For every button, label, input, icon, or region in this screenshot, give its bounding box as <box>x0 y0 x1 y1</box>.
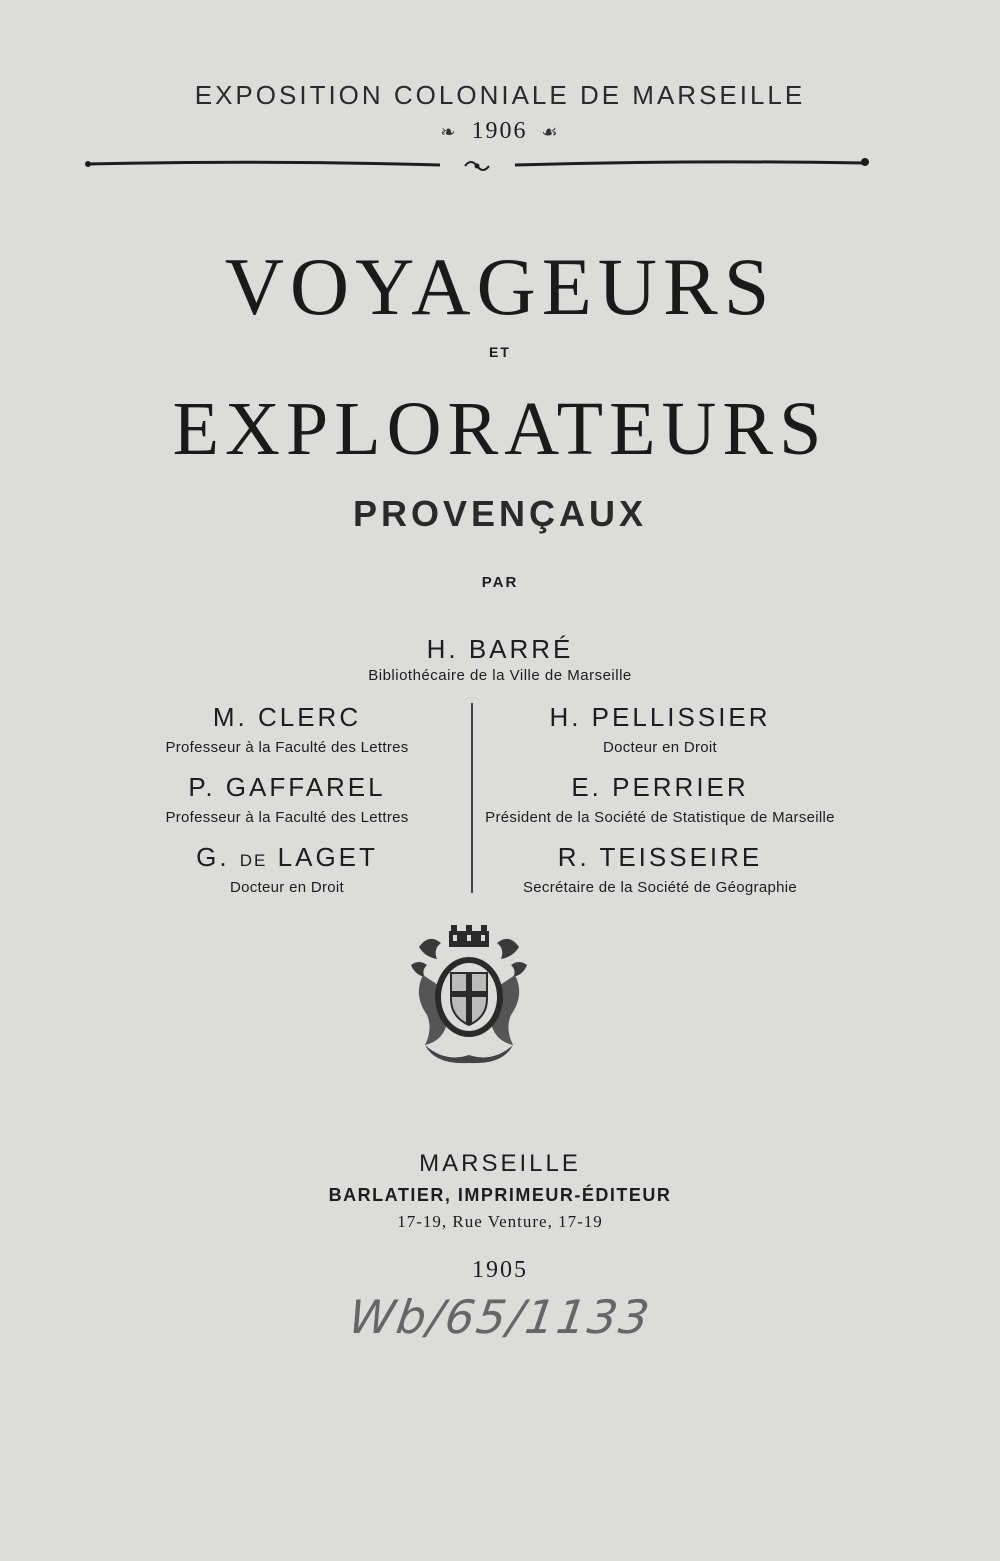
author-title: Président de la Société de Statistique de Marseille <box>485 809 835 826</box>
author-title: Professeur à la Faculté des Lettres <box>165 739 409 756</box>
author-entry <box>97 842 477 896</box>
author-title: Docteur en Droit <box>602 739 717 756</box>
author-entry <box>97 702 477 756</box>
lead-author-title: Bibliothécaire de la Ville de Marseille <box>368 667 632 684</box>
author-name: R. TEISSEIRE <box>557 842 763 872</box>
author-entry <box>470 702 850 756</box>
author-name-prefix: G. <box>196 842 230 872</box>
fleuron-left-icon: ❧ <box>440 122 458 142</box>
coat-of-arms-icon <box>405 925 533 1065</box>
author-name-particle: DE <box>239 851 268 870</box>
exposition-year-line <box>0 118 1000 145</box>
by-label: PAR <box>481 574 519 591</box>
author-title: Secrétaire de la Société de Géographie <box>522 879 798 896</box>
author-name: M. CLERC <box>212 702 362 732</box>
imprint-printer: BARLATIER, IMPRIMEUR-ÉDITEUR <box>328 1185 672 1205</box>
author-title: Professeur à la Faculté des Lettres <box>165 809 409 826</box>
shelfmark-handwritten: Wb/65/1133 <box>345 1290 655 1344</box>
imprint-city: MARSEILLE <box>419 1150 581 1177</box>
author-name <box>97 842 477 873</box>
author-name-rest: LAGET <box>277 842 378 872</box>
title-explorateurs: EXPLORATEURS <box>172 387 828 471</box>
author-entry <box>470 842 850 896</box>
author-entry <box>470 772 850 826</box>
author-name: P. GAFFAREL <box>188 772 386 802</box>
title-voyageurs: VOYAGEURS <box>224 241 776 332</box>
imprint-year: 1905 <box>472 1257 528 1283</box>
ornamental-rule-icon <box>85 150 870 180</box>
imprint-address: 17-19, Rue Venture, 17-19 <box>397 1212 603 1231</box>
author-name: E. PERRIER <box>571 772 749 802</box>
ornamental-rule <box>85 150 870 180</box>
exposition-heading: EXPOSITION COLONIALE DE MARSEILLE <box>194 80 806 110</box>
author-title: Docteur en Droit <box>229 879 344 896</box>
title-connector: ET <box>489 344 511 360</box>
author-name: H. PELLISSIER <box>549 702 771 732</box>
fleuron-right-icon: ☙ <box>541 122 560 142</box>
lead-author-name: H. BARRÉ <box>426 634 574 664</box>
exposition-year: 1906 <box>471 118 528 144</box>
author-entry <box>97 772 477 826</box>
title-provencaux: PROVENÇAUX <box>352 493 648 534</box>
